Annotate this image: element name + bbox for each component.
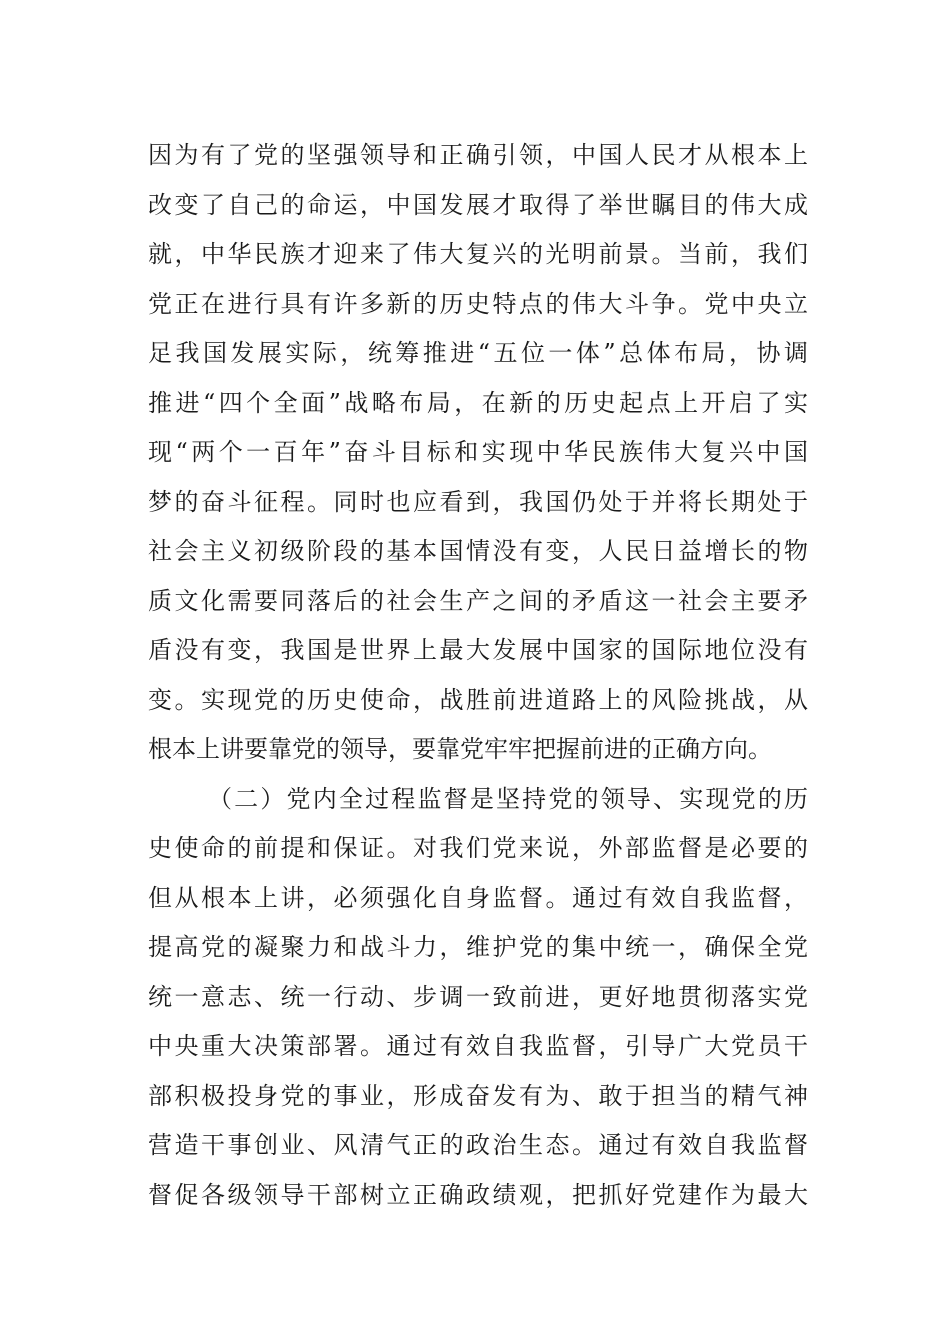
text-line: 党正在进行具有许多新的历史特点的伟大斗争。党中央立 (148, 289, 808, 318)
text-line: 梦的奋斗征程。同时也应看到，我国仍处于并将长期处于 (148, 487, 808, 516)
text-line: 提高党的凝聚力和战斗力，维护党的集中统一，确保全党 (148, 933, 808, 961)
text-line: 推进“四个全面”战略布局，在新的历史起点上开启了实 (148, 388, 808, 417)
text-line: 史使命的前提和保证。对我们党来说，外部监督是必要的 (148, 834, 808, 862)
text-line: 就，中华民族才迎来了伟大复兴的光明前景。当前，我们 (148, 240, 808, 268)
text-line: 社会主义初级阶段的基本国情没有变，人民日益增长的物 (148, 537, 808, 565)
text-line: 盾没有变，我国是世界上最大发展中国家的国际地位没有 (148, 636, 808, 664)
text-line: 中央重大决策部署。通过有效自我监督，引导广大党员干 (148, 1032, 808, 1060)
text-line: 改变了自己的命运，中国发展才取得了举世瞩目的伟大成 (148, 190, 808, 219)
text-line: 质文化需要同落后的社会生产之间的矛盾这一社会主要矛 (148, 586, 808, 615)
paragraph-end-line: 根本上讲要靠党的领导，要靠党牢牢把握前进的正确方向。 (148, 735, 772, 763)
text-line: 但从根本上讲，必须强化自身监督。通过有效自我监督， (148, 883, 808, 912)
text-line: 变。实现党的历史使命，战胜前进道路上的风险挑战，从 (148, 685, 808, 714)
text-line: 因为有了党的坚强领导和正确引领，中国人民才从根本上 (148, 141, 808, 169)
text-line: 营造干事创业、风清气正的政治生态。通过有效自我监督 (148, 1131, 808, 1159)
body-text (148, 131, 808, 1220)
text-line: 统一意志、统一行动、步调一致前进，更好地贯彻落实党 (148, 982, 808, 1011)
text-line: 足我国发展实际，统筹推进“五位一体”总体布局，协调 (148, 339, 808, 367)
text-line: 现“两个一百年”奋斗目标和实现中华民族伟大复兴中国 (148, 438, 808, 466)
section-heading-line: （二）党内全过程监督是坚持党的领导、实现党的历 (208, 784, 808, 813)
text-line: 部积极投身党的事业，形成奋发有为、敢于担当的精气神 (148, 1081, 808, 1110)
text-line: 督促各级领导干部树立正确政绩观，把抓好党建作为最大 (148, 1180, 808, 1209)
